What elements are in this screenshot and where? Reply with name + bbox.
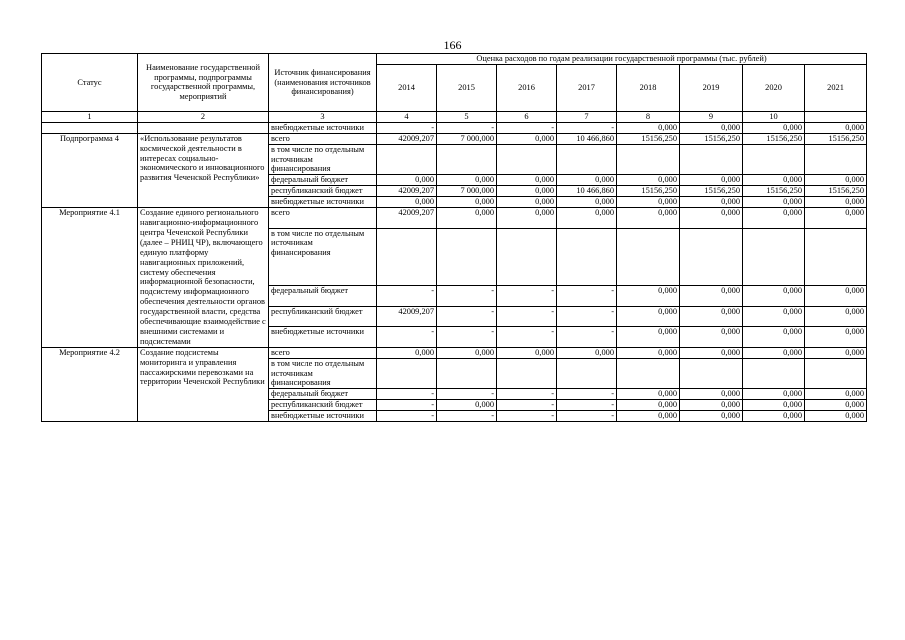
value-cell: 0,000 [497, 186, 557, 197]
value-cell: - [377, 389, 437, 400]
value-cell: - [557, 327, 617, 348]
value-cell: 0,000 [437, 400, 497, 411]
value-cell: 15156,250 [805, 133, 867, 144]
source-cell: федеральный бюджет [269, 389, 377, 400]
value-cell: 0,000 [743, 208, 805, 228]
value-cell: 0,000 [743, 389, 805, 400]
header-source: Источник финансирования (наименования источников финансирования) [269, 54, 377, 112]
status-cell: Мероприятие 4.2 [42, 347, 138, 421]
header-year: 2015 [437, 64, 497, 111]
column-number: 6 [497, 111, 557, 122]
source-cell: внебюджетные источники [269, 411, 377, 422]
source-cell: внебюджетные источники [269, 197, 377, 208]
value-cell: 7 000,000 [437, 133, 497, 144]
value-cell: - [377, 327, 437, 348]
value-cell [557, 228, 617, 286]
value-cell: 0,000 [497, 133, 557, 144]
value-cell: - [497, 411, 557, 422]
value-cell: 0,000 [437, 208, 497, 228]
value-cell: 0,000 [617, 208, 680, 228]
header-year: 2019 [680, 64, 743, 111]
table-row [42, 208, 867, 228]
value-cell: 0,000 [617, 286, 680, 306]
value-cell: - [497, 400, 557, 411]
value-cell [557, 144, 617, 175]
column-number: 4 [377, 111, 437, 122]
value-cell: 0,000 [557, 197, 617, 208]
value-cell: 0,000 [437, 175, 497, 186]
source-cell: федеральный бюджет [269, 175, 377, 186]
value-cell: - [497, 327, 557, 348]
value-cell: 15156,250 [743, 133, 805, 144]
name-cell: «Использование результатов космической деятельности в интересах социально-экономического и инновационного развития Чеченской Республики» [138, 133, 269, 207]
value-cell [743, 144, 805, 175]
header-status: Статус [42, 54, 138, 112]
value-cell: 15156,250 [617, 133, 680, 144]
value-cell: 15156,250 [617, 186, 680, 197]
value-cell: - [437, 122, 497, 133]
header-year: 2020 [743, 64, 805, 111]
header-year: 2018 [617, 64, 680, 111]
value-cell [557, 358, 617, 389]
value-cell: 0,000 [680, 400, 743, 411]
value-cell: 0,000 [805, 122, 867, 133]
column-numbers-row [42, 111, 867, 122]
value-cell: 0,000 [377, 347, 437, 358]
column-number: 2 [138, 111, 269, 122]
header-year: 2014 [377, 64, 437, 111]
value-cell: 0,000 [743, 347, 805, 358]
value-cell: 0,000 [377, 197, 437, 208]
column-number: 9 [680, 111, 743, 122]
value-cell: 0,000 [805, 175, 867, 186]
header-year: 2016 [497, 64, 557, 111]
source-cell: внебюджетные источники [269, 327, 377, 348]
source-cell: всего [269, 133, 377, 144]
value-cell [497, 144, 557, 175]
value-cell: 0,000 [743, 306, 805, 326]
table-body [42, 122, 867, 421]
value-cell [437, 144, 497, 175]
value-cell: 0,000 [743, 197, 805, 208]
source-cell: федеральный бюджет [269, 286, 377, 306]
value-cell: 0,000 [680, 175, 743, 186]
value-cell [743, 358, 805, 389]
value-cell: 0,000 [805, 347, 867, 358]
value-cell: 0,000 [743, 327, 805, 348]
value-cell [497, 228, 557, 286]
value-cell: 0,000 [680, 411, 743, 422]
source-cell: в том числе по отдельным источникам финансирования [269, 144, 377, 175]
value-cell: - [557, 306, 617, 326]
value-cell: 42009,207 [377, 186, 437, 197]
value-cell: 0,000 [805, 306, 867, 326]
value-cell: 0,000 [557, 347, 617, 358]
value-cell: 0,000 [437, 347, 497, 358]
value-cell: 0,000 [617, 411, 680, 422]
source-cell: республиканский бюджет [269, 400, 377, 411]
value-cell: 0,000 [497, 347, 557, 358]
source-cell: республиканский бюджет [269, 186, 377, 197]
value-cell [377, 358, 437, 389]
value-cell: - [497, 306, 557, 326]
value-cell: 15156,250 [680, 133, 743, 144]
value-cell: - [557, 122, 617, 133]
value-cell: - [437, 286, 497, 306]
name-cell [138, 122, 269, 133]
value-cell: 0,000 [557, 175, 617, 186]
header-year: 2021 [805, 64, 867, 111]
value-cell: 0,000 [497, 197, 557, 208]
value-cell: 0,000 [617, 197, 680, 208]
value-cell: 0,000 [805, 389, 867, 400]
value-cell: 0,000 [617, 347, 680, 358]
value-cell [680, 144, 743, 175]
value-cell: 0,000 [437, 197, 497, 208]
value-cell: 0,000 [805, 400, 867, 411]
value-cell [377, 144, 437, 175]
value-cell: 0,000 [617, 389, 680, 400]
value-cell: 0,000 [805, 327, 867, 348]
value-cell: - [497, 122, 557, 133]
value-cell: 42009,207 [377, 133, 437, 144]
value-cell: 0,000 [680, 122, 743, 133]
value-cell: 0,000 [680, 197, 743, 208]
value-cell [437, 358, 497, 389]
source-cell: в том числе по отдельным источникам финансирования [269, 228, 377, 286]
value-cell: - [437, 411, 497, 422]
column-number: 10 [743, 111, 805, 122]
status-cell: Мероприятие 4.1 [42, 208, 138, 348]
value-cell [377, 228, 437, 286]
value-cell: 0,000 [805, 286, 867, 306]
source-cell: всего [269, 208, 377, 228]
value-cell: 0,000 [497, 175, 557, 186]
value-cell: 0,000 [680, 347, 743, 358]
value-cell: 0,000 [743, 411, 805, 422]
value-cell [805, 144, 867, 175]
value-cell: 0,000 [617, 400, 680, 411]
value-cell: - [377, 122, 437, 133]
status-cell: Подпрограмма 4 [42, 133, 138, 207]
value-cell: - [377, 400, 437, 411]
value-cell: - [377, 286, 437, 306]
value-cell: 0,000 [680, 306, 743, 326]
value-cell: 0,000 [680, 286, 743, 306]
value-cell: 0,000 [805, 208, 867, 228]
value-cell: 0,000 [680, 389, 743, 400]
column-number [805, 111, 867, 122]
value-cell: - [497, 286, 557, 306]
value-cell: 0,000 [617, 175, 680, 186]
table-header [42, 54, 867, 123]
budget-table [41, 53, 867, 422]
value-cell: 0,000 [617, 327, 680, 348]
header-name: Наименование государственной программы, подпрограммы государственной программы, мероприятий [138, 54, 269, 112]
value-cell: 0,000 [805, 197, 867, 208]
value-cell: 0,000 [377, 175, 437, 186]
value-cell: 10 466,860 [557, 186, 617, 197]
header-row [42, 54, 867, 65]
value-cell [680, 228, 743, 286]
header-year: 2017 [557, 64, 617, 111]
value-cell: - [437, 389, 497, 400]
table-row [42, 347, 867, 358]
value-cell: 0,000 [743, 175, 805, 186]
value-cell [617, 228, 680, 286]
table-row [42, 122, 867, 133]
value-cell [805, 358, 867, 389]
value-cell: 10 466,860 [557, 133, 617, 144]
value-cell: - [557, 400, 617, 411]
name-cell: Создание единого регионального навигационно-информационного центра Чеченской Республики (далее – РНИЦ ЧР), включающего единую платформу навигационных приложений, систему обеспечения информационной безопасности, подсистему информационного обеспечения деятельности органов государственной власти, средства обеспечивающие взаимодействие с внешними системами и подсистемами [138, 208, 269, 348]
source-cell: в том числе по отдельным источникам финансирования [269, 358, 377, 389]
column-number: 3 [269, 111, 377, 122]
page-number: 166 [443, 38, 462, 52]
value-cell: 7 000,000 [437, 186, 497, 197]
value-cell: - [557, 286, 617, 306]
value-cell: - [557, 411, 617, 422]
value-cell: 0,000 [743, 286, 805, 306]
value-cell [497, 358, 557, 389]
value-cell [805, 228, 867, 286]
source-cell: всего [269, 347, 377, 358]
source-cell: внебюджетные источники [269, 122, 377, 133]
value-cell: 0,000 [497, 208, 557, 228]
column-number: 7 [557, 111, 617, 122]
value-cell: 0,000 [617, 122, 680, 133]
value-cell [743, 228, 805, 286]
value-cell [617, 358, 680, 389]
value-cell [437, 228, 497, 286]
value-cell: 0,000 [743, 400, 805, 411]
value-cell: 42009,207 [377, 306, 437, 326]
table-row [42, 133, 867, 144]
value-cell: - [497, 389, 557, 400]
value-cell: 0,000 [805, 411, 867, 422]
column-number: 5 [437, 111, 497, 122]
source-cell: республиканский бюджет [269, 306, 377, 326]
value-cell: - [437, 327, 497, 348]
value-cell: 15156,250 [805, 186, 867, 197]
value-cell: 0,000 [743, 122, 805, 133]
value-cell: - [377, 411, 437, 422]
value-cell: 15156,250 [680, 186, 743, 197]
header-estimate: Оценка расходов по годам реализации государственной программы (тыс. рублей) [377, 54, 867, 65]
value-cell: - [557, 389, 617, 400]
value-cell: 15156,250 [743, 186, 805, 197]
value-cell: 42009,207 [377, 208, 437, 228]
name-cell: Создание подсистемы мониторинга и управления пассажирскими перевозками на территории Чеченской Республики [138, 347, 269, 421]
value-cell: 0,000 [680, 327, 743, 348]
column-number: 8 [617, 111, 680, 122]
value-cell: 0,000 [680, 208, 743, 228]
value-cell [680, 358, 743, 389]
status-cell [42, 122, 138, 133]
value-cell: 0,000 [617, 306, 680, 326]
value-cell [617, 144, 680, 175]
value-cell: 0,000 [557, 208, 617, 228]
column-number: 1 [42, 111, 138, 122]
value-cell: - [437, 306, 497, 326]
